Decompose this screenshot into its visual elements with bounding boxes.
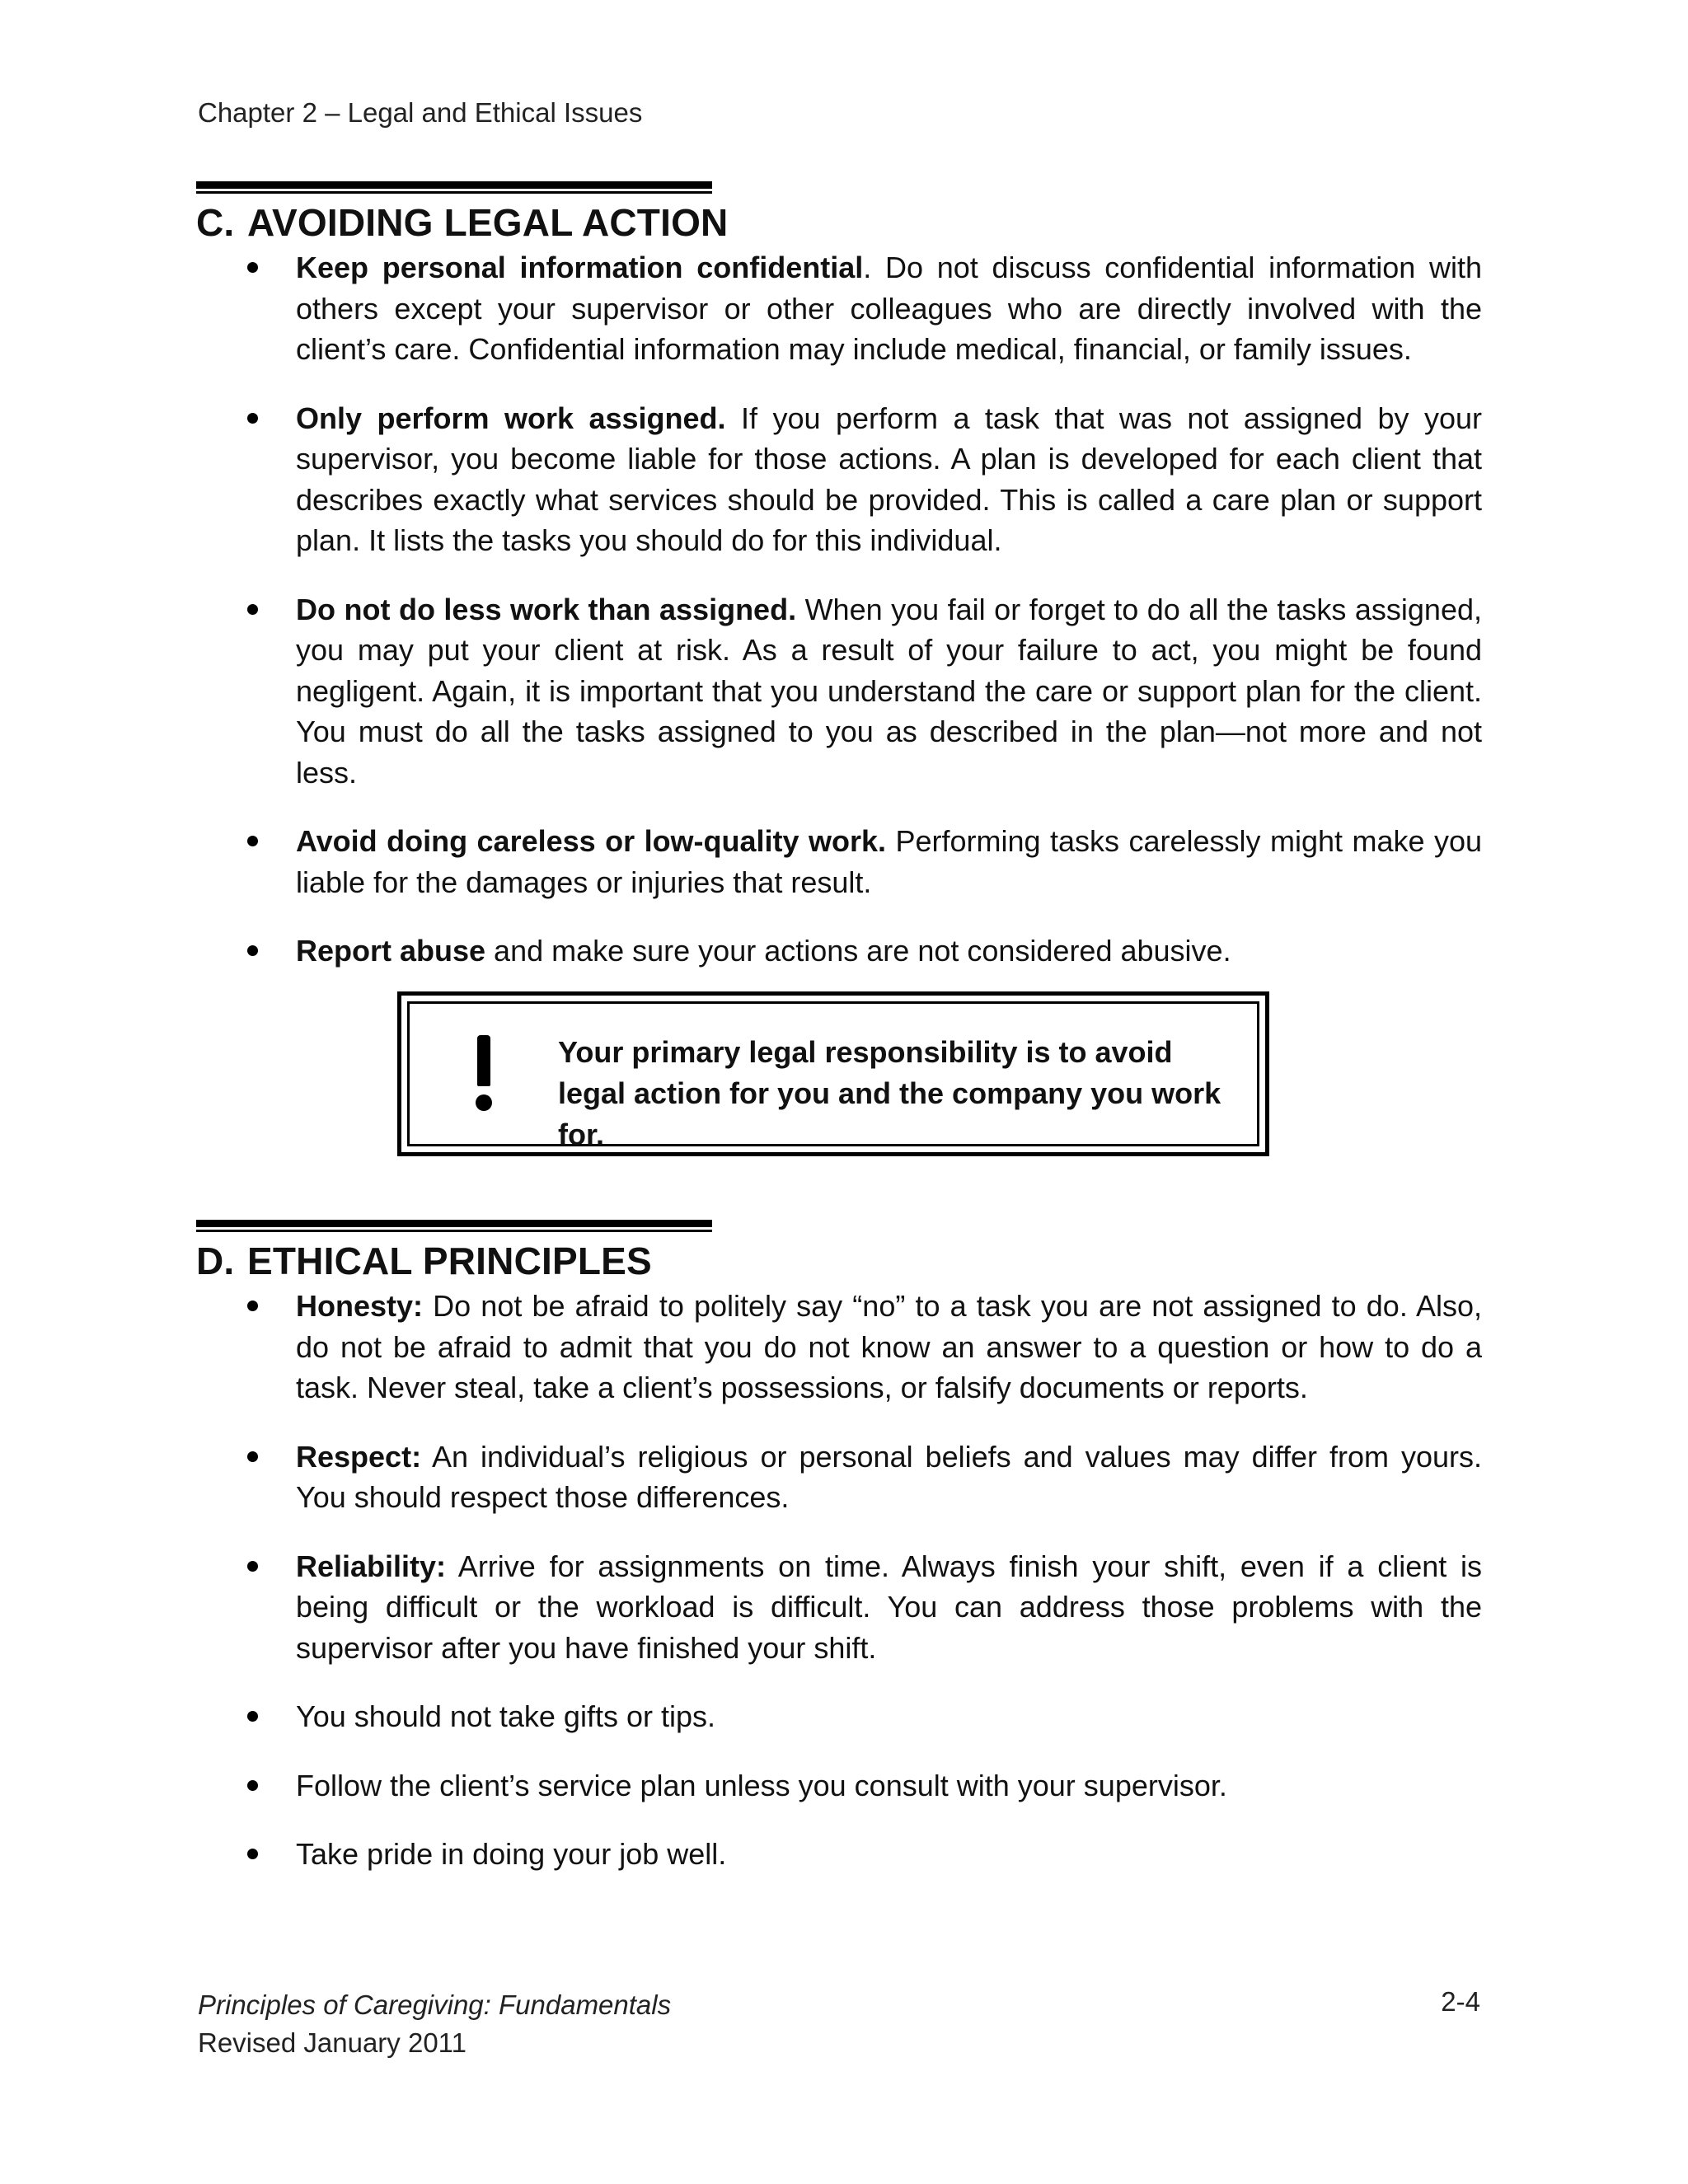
bullet-icon [247, 1451, 258, 1462]
list-item [247, 247, 1482, 370]
item-text: and make sure your actions are not considered abusive. [485, 934, 1231, 968]
item-lead: Do not do less work than assigned. [296, 592, 797, 626]
list-item [247, 398, 1482, 561]
section-rule [196, 181, 712, 196]
bullet-icon [247, 1780, 258, 1791]
section-title: ETHICAL PRINCIPLES [247, 1240, 652, 1282]
exclamation-icon [474, 1035, 494, 1118]
item-text: . Do not discuss confidential information with others except your supervisor or other colleagues who are directly involved with the client’s care. Confidential information may include medical, financial, or family issues. [296, 251, 1482, 366]
list-item [247, 1546, 1482, 1669]
page-footer [198, 1986, 671, 2062]
list-item [247, 1436, 1482, 1518]
item-text: Follow the client’s service plan unless you consult with your supervisor. [296, 1768, 1227, 1802]
section-title: AVOIDING LEGAL ACTION [247, 201, 729, 244]
bullet-icon [247, 1561, 258, 1572]
item-lead: Avoid doing careless or low-quality work. [296, 824, 887, 858]
item-lead: Only perform work assigned. [296, 401, 726, 435]
bullet-icon [247, 945, 258, 956]
section-d-list [247, 1286, 1482, 1875]
item-lead: Keep personal information confidential [296, 251, 864, 284]
item-text: An individual’s religious or personal beliefs and values may differ from yours. You should respect those differences. [296, 1439, 1482, 1514]
list-item [247, 821, 1482, 902]
footer-revised-date: Revised January 2011 [198, 2027, 467, 2058]
item-lead: Reliability: [296, 1549, 447, 1583]
item-text: When you fail or forget to do all the tasks assigned, you may put your client at risk. As a result of your failure to act, you might be found negligent. Again, it is important that you understand the care or support plan for the client. You must do all the tasks assigned to you as described in the plan—not more and not less. [296, 592, 1483, 790]
list-item [247, 1834, 1482, 1875]
page-number: 2-4 [1441, 1986, 1480, 2017]
list-item [247, 1286, 1482, 1408]
item-lead: Report abuse [296, 934, 486, 968]
running-head: Chapter 2 – Legal and Ethical Issues [198, 97, 643, 128]
bullet-icon [247, 1849, 258, 1859]
bullet-icon [247, 413, 258, 424]
section-letter: D. [196, 1240, 235, 1282]
item-text: If you perform a task that was not assigned by your supervisor, you become liable for those actions. A plan is developed for each client that describes exactly what services should be provided. This is called a care plan or support plan. It lists the tasks you should do for this individual. [296, 401, 1482, 557]
list-item [247, 589, 1482, 794]
bullet-icon [247, 1711, 258, 1722]
section-heading-d [196, 1239, 652, 1283]
item-text: Take pride in doing your job well. [296, 1837, 727, 1871]
list-item [247, 1765, 1482, 1807]
bullet-icon [247, 262, 258, 273]
item-lead: Honesty: [296, 1289, 424, 1323]
item-text: Do not be afraid to politely say “no” to a task you are not assigned to do. Also, do not be afraid to admit that you do not know an answer to a question or how to do a task. Never steal, take a client’s possessions, or falsify documents or reports. [296, 1289, 1482, 1404]
item-lead: Respect: [296, 1439, 422, 1474]
section-c-list [247, 247, 1482, 972]
list-item [247, 1696, 1482, 1737]
item-text: Performing tasks carelessly might make you liable for the damages or injuries that result. [296, 824, 1482, 899]
bullet-icon [247, 604, 258, 615]
footer-book-title: Principles of Caregiving: Fundamentals [198, 1990, 672, 2020]
item-text: Arrive for assignments on time. Always finish your shift, even if a client is being difficult or the workload is difficult. You can address those problems with the supervisor after you have finished your shift. [296, 1549, 1482, 1665]
bullet-icon [247, 1301, 258, 1311]
bullet-icon [247, 836, 258, 846]
callout-message: Your primary legal responsibility is to avoid legal action for you and the company you work for. [558, 1035, 1221, 1151]
section-rule [196, 1220, 712, 1235]
list-item [247, 930, 1482, 972]
item-text: You should not take gifts or tips. [296, 1699, 715, 1733]
callout-box [397, 991, 1269, 1156]
section-letter: C. [196, 201, 235, 244]
section-heading-c [196, 200, 728, 245]
